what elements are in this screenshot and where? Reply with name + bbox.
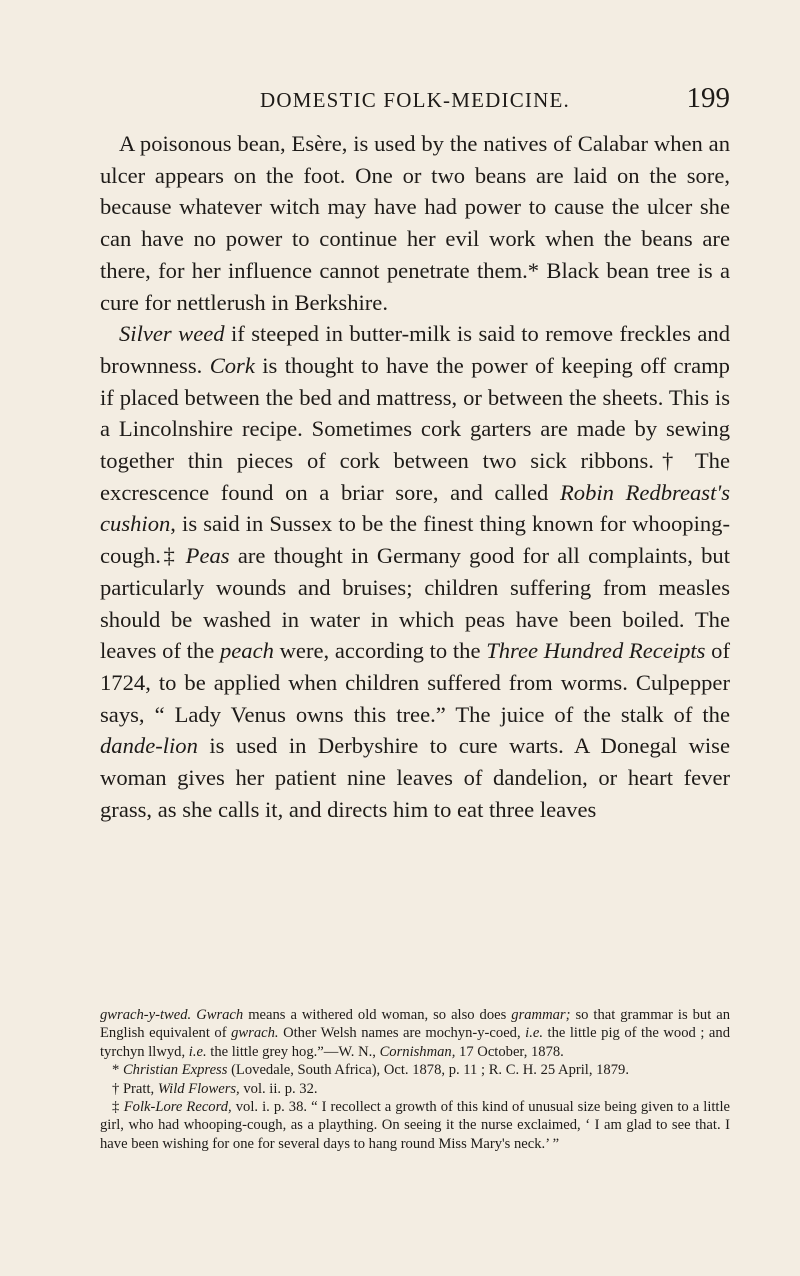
paragraph: A poisonous bean, Esère, is used by the natives of Calabar when an ulcer appears on the foot. One or two beans are laid on the sore, because whatever witch may have had power to cause the ulcer she can have no power to continue her evil work when the beans are there, for her influence cannot penetrate them.* Black bean tree is a cure for nettlerush in Berkshire. xyxy=(100,131,730,315)
page-number: 199 xyxy=(686,82,730,114)
plant-name: Silver weed xyxy=(119,321,225,347)
body-text xyxy=(100,128,730,825)
footnote-continued: gwrach-y-twed. Gwrach means a withered old woman, so also does grammar; so that grammar is but an English equivalent of gwrach. Other Welsh names are mochyn-y-coed, i.e. the little pig of the wood ; and tyrchyn llwyd, i.e. the little grey hog.”—W. N., Cornishman, 17 October, 1878. xyxy=(100,1007,730,1060)
plant-name: Peas xyxy=(185,543,230,569)
footnote-star: * Christian Express (Lovedale, South Africa), Oct. 1878, p. 11 ; R. C. H. 25 April, 1879. xyxy=(112,1062,629,1079)
running-head: DOMESTIC FOLK-MEDICINE. xyxy=(260,88,570,112)
plant-name: peach xyxy=(219,638,274,664)
book-title: Three Hundred Receipts xyxy=(486,638,706,664)
footnote-dagger: † Pratt, Wild Flowers, vol. ii. p. 32. xyxy=(112,1080,318,1097)
paragraph: Silver weed if steeped in butter-milk is said to remove freckles and brownness. Cork is thought to have the power of keeping off cramp if placed between the bed and mattress, or between the sheets. This is a Lincolnshire recipe. Sometimes cork garters are made by sewing together thin pieces of cork between two sick ribbons.† The excrescence found on a briar sore, and called Robin Redbreast's cushion, is said in Sussex to be the finest thing known for whooping-cough.‡ Peas are thought in Germany good for all complaints, but particularly wounds and bruises; children suffering from measles should be washed in water in which peas have been boiled. The leaves of the peach were, according to the Three Hundred Receipts of 1724, to be applied when children suffered from worms. Culpepper says, “ Lady Venus owns this tree.” The juice of the stalk of the dande-lion is used in Derbyshire to cure warts. A Donegal wise woman gives her patient nine leaves of dandelion, or heart fever grass, as she calls it, and directs him to eat three leaves xyxy=(100,321,731,822)
footnotes xyxy=(100,1006,730,1153)
footnote-double-dagger: ‡ Folk-Lore Record, vol. i. p. 38. “ I recollect a growth of this kind of unusual size being given to a little girl, who had whooping-cough, as a plaything. On seeing it the nurse exclaimed, ‘ I am glad to see that. I have been wishing for one for several days to hang round Miss Mary's neck.’ ” xyxy=(100,1099,731,1152)
plant-name: dande-lion xyxy=(100,733,198,759)
page-header xyxy=(100,80,730,120)
plant-name: Robin Redbreast's cushion xyxy=(100,479,730,537)
plant-name: Cork xyxy=(209,352,255,378)
